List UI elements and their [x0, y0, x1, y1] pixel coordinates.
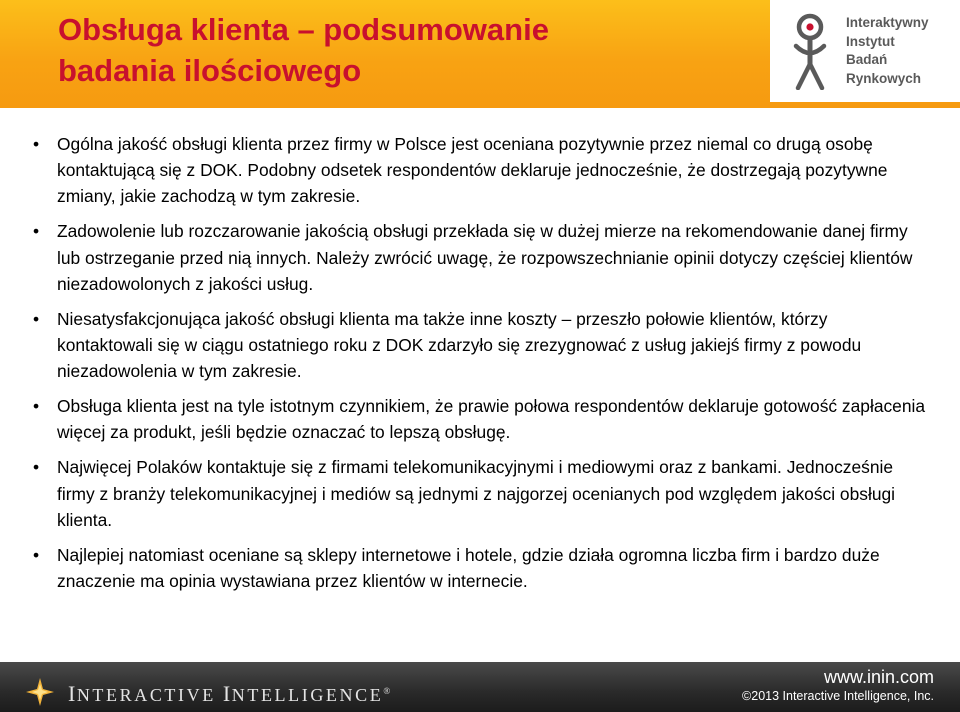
interactive-intelligence-logo: INTERACTIVE INTELLIGENCE® — [68, 681, 391, 706]
bullet-marker: • — [33, 134, 40, 154]
footer-copyright: ©2013 Interactive Intelligence, Inc. — [742, 689, 934, 703]
summary-list — [30, 131, 926, 603]
bullet-text: Najwięcej Polaków kontaktuje się z firmami telekomunikacyjnymi i mediowymi oraz z bankami. Jednocześnie firmy z branży telekomunikacyjnej i mediów są jednymi z najgorzej ocenianych pod względem jakości obsługi klienta. — [57, 457, 896, 530]
bullet-text: Niesatysfakcjonująca jakość obsługi klienta ma także inne koszty – przeszło połowie klientów, którzy kontaktowali się w ciągu ostatniego roku z DOK zdarzyło się zrezygnować z usług jakiejś firmy z powodu niezadowolenia w tym zakresie. — [57, 308, 862, 382]
slide-title — [58, 9, 748, 91]
bullet-marker: • — [33, 457, 40, 478]
bullet-text: Ogólna jakość obsługi klienta przez firmy w Polsce jest oceniana pozytywnie przez niemal co drugą osobę kontaktującą się z DOK. Podobny odsetek respondentów deklaruje jednocześnie, że dostrzegają pozytywne zmiany, jakie zachodzą w tym zakresie. — [57, 134, 888, 207]
ininc-star-icon — [23, 676, 57, 708]
summary-bullet-1 — [30, 131, 926, 210]
footer-url: www.inin.com — [823, 667, 934, 687]
bullet-marker: • — [33, 396, 40, 417]
logo-line2: Instytut — [846, 33, 895, 49]
summary-bullet-4 — [30, 393, 926, 445]
iibr-wordmark — [846, 14, 958, 88]
slide-title-line1: Obsługa klienta – podsumowanie — [58, 12, 549, 47]
summary-bullet-5 — [30, 454, 926, 533]
bullet-text: Najlepiej natomiast oceniane są sklepy internetowe i hotele, gdzie działa ogromna liczba firm i bardzo duże znaczenie ma opinia wystawiana przez klientów w internecie. — [57, 544, 880, 592]
slide-title-line2: badania ilościowego — [58, 53, 362, 88]
iibr-logo — [770, 0, 960, 102]
summary-bullet-2 — [30, 218, 926, 297]
bullet-marker: • — [33, 221, 40, 242]
bullet-text: Obsługa klienta jest na tyle istotnym czynnikiem, że prawie połowa respondentów deklaruje gotowość zapłacenia więcej za produkt, jeśli będzie oznaczać to lepszą obsługę. — [57, 396, 926, 443]
logo-line4: Rynkowych — [846, 70, 922, 86]
iibr-figure-icon — [786, 12, 834, 90]
bullet-marker: • — [33, 544, 40, 565]
summary-bullet-3 — [30, 306, 926, 385]
logo-line1: Interaktywny — [846, 15, 929, 30]
logo-line3: Badań — [846, 52, 888, 67]
summary-bullet-6 — [30, 542, 926, 594]
bullet-marker: • — [33, 308, 40, 329]
bullet-text: Zadowolenie lub rozczarowanie jakością obsługi przekłada się w dużej mierze na rekomendowanie danej firmy lub ostrzeganie przed nią innych. Należy zwrócić uwagę, że rozpowszechnianie opinii dotyczy częściej klientów niezadowolonych z jakości usług. — [57, 221, 913, 294]
